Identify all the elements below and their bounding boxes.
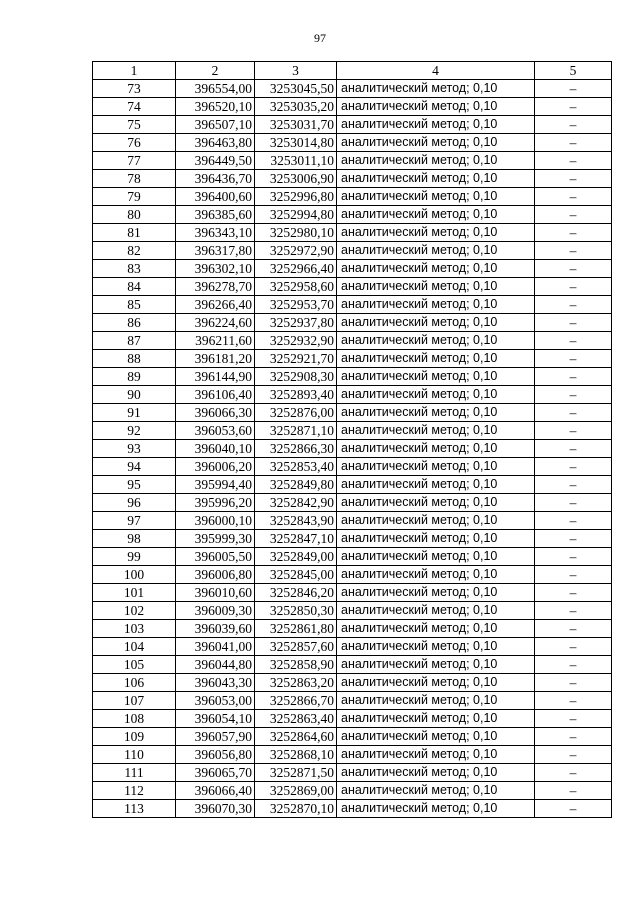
method-accuracy-cell: аналитический метод; 0,10 <box>337 692 535 710</box>
point-number-cell: 74 <box>93 98 176 116</box>
method-accuracy-cell: аналитический метод; 0,10 <box>337 242 535 260</box>
method-accuracy-cell: аналитический метод; 0,10 <box>337 584 535 602</box>
y-coordinate-cell: 3252849,00 <box>255 548 337 566</box>
method-accuracy-cell: аналитический метод; 0,10 <box>337 314 535 332</box>
note-cell: – <box>535 458 612 476</box>
header-row <box>93 62 612 80</box>
point-number-cell: 95 <box>93 476 176 494</box>
method-accuracy-cell: аналитический метод; 0,10 <box>337 530 535 548</box>
x-coordinate-cell: 396070,30 <box>176 800 255 818</box>
method-accuracy-cell: аналитический метод; 0,10 <box>337 368 535 386</box>
method-accuracy-cell: аналитический метод; 0,10 <box>337 98 535 116</box>
x-coordinate-cell: 396211,60 <box>176 332 255 350</box>
point-number-cell: 112 <box>93 782 176 800</box>
table-row <box>93 620 612 638</box>
coordinates-table <box>92 61 612 818</box>
method-accuracy-cell: аналитический метод; 0,10 <box>337 728 535 746</box>
method-accuracy-cell: аналитический метод; 0,10 <box>337 224 535 242</box>
table-row <box>93 584 612 602</box>
note-cell: – <box>535 638 612 656</box>
method-accuracy-cell: аналитический метод; 0,10 <box>337 188 535 206</box>
x-coordinate-cell: 396066,40 <box>176 782 255 800</box>
note-cell: – <box>535 440 612 458</box>
point-number-cell: 93 <box>93 440 176 458</box>
x-coordinate-cell: 396554,00 <box>176 80 255 98</box>
note-cell: – <box>535 566 612 584</box>
y-coordinate-cell: 3252866,70 <box>255 692 337 710</box>
y-coordinate-cell: 3252958,60 <box>255 278 337 296</box>
x-coordinate-cell: 396040,10 <box>176 440 255 458</box>
method-accuracy-cell: аналитический метод; 0,10 <box>337 278 535 296</box>
point-number-cell: 73 <box>93 80 176 98</box>
y-coordinate-cell: 3252869,00 <box>255 782 337 800</box>
table-row <box>93 458 612 476</box>
column-header: 2 <box>176 62 255 80</box>
y-coordinate-cell: 3252864,60 <box>255 728 337 746</box>
method-accuracy-cell: аналитический метод; 0,10 <box>337 80 535 98</box>
column-header: 3 <box>255 62 337 80</box>
table-row <box>93 224 612 242</box>
x-coordinate-cell: 396009,30 <box>176 602 255 620</box>
note-cell: – <box>535 242 612 260</box>
point-number-cell: 75 <box>93 116 176 134</box>
point-number-cell: 92 <box>93 422 176 440</box>
point-number-cell: 108 <box>93 710 176 728</box>
x-coordinate-cell: 396436,70 <box>176 170 255 188</box>
y-coordinate-cell: 3252849,80 <box>255 476 337 494</box>
point-number-cell: 91 <box>93 404 176 422</box>
table-row <box>93 350 612 368</box>
point-number-cell: 90 <box>93 386 176 404</box>
y-coordinate-cell: 3252994,80 <box>255 206 337 224</box>
note-cell: – <box>535 728 612 746</box>
y-coordinate-cell: 3253006,90 <box>255 170 337 188</box>
method-accuracy-cell: аналитический метод; 0,10 <box>337 620 535 638</box>
y-coordinate-cell: 3252980,10 <box>255 224 337 242</box>
x-coordinate-cell: 396041,00 <box>176 638 255 656</box>
note-cell: – <box>535 386 612 404</box>
method-accuracy-cell: аналитический метод; 0,10 <box>337 404 535 422</box>
x-coordinate-cell: 396106,40 <box>176 386 255 404</box>
note-cell: – <box>535 368 612 386</box>
y-coordinate-cell: 3252893,40 <box>255 386 337 404</box>
note-cell: – <box>535 170 612 188</box>
note-cell: – <box>535 134 612 152</box>
point-number-cell: 96 <box>93 494 176 512</box>
method-accuracy-cell: аналитический метод; 0,10 <box>337 170 535 188</box>
x-coordinate-cell: 396057,90 <box>176 728 255 746</box>
x-coordinate-cell: 396044,80 <box>176 656 255 674</box>
x-coordinate-cell: 396065,70 <box>176 764 255 782</box>
point-number-cell: 94 <box>93 458 176 476</box>
note-cell: – <box>535 530 612 548</box>
y-coordinate-cell: 3252843,90 <box>255 512 337 530</box>
method-accuracy-cell: аналитический метод; 0,10 <box>337 566 535 584</box>
x-coordinate-cell: 396043,30 <box>176 674 255 692</box>
x-coordinate-cell: 396266,40 <box>176 296 255 314</box>
note-cell: – <box>535 656 612 674</box>
y-coordinate-cell: 3252847,10 <box>255 530 337 548</box>
point-number-cell: 88 <box>93 350 176 368</box>
table-row <box>93 674 612 692</box>
x-coordinate-cell: 396507,10 <box>176 116 255 134</box>
table-row <box>93 566 612 584</box>
point-number-cell: 82 <box>93 242 176 260</box>
point-number-cell: 77 <box>93 152 176 170</box>
method-accuracy-cell: аналитический метод; 0,10 <box>337 494 535 512</box>
note-cell: – <box>535 422 612 440</box>
y-coordinate-cell: 3252850,30 <box>255 602 337 620</box>
note-cell: – <box>535 260 612 278</box>
y-coordinate-cell: 3252996,80 <box>255 188 337 206</box>
point-number-cell: 105 <box>93 656 176 674</box>
point-number-cell: 113 <box>93 800 176 818</box>
column-header: 5 <box>535 62 612 80</box>
table-row <box>93 170 612 188</box>
table-row <box>93 98 612 116</box>
table-row <box>93 206 612 224</box>
method-accuracy-cell: аналитический метод; 0,10 <box>337 746 535 764</box>
x-coordinate-cell: 396302,10 <box>176 260 255 278</box>
note-cell: – <box>535 116 612 134</box>
method-accuracy-cell: аналитический метод; 0,10 <box>337 386 535 404</box>
point-number-cell: 86 <box>93 314 176 332</box>
x-coordinate-cell: 396278,70 <box>176 278 255 296</box>
note-cell: – <box>535 800 612 818</box>
x-coordinate-cell: 396400,60 <box>176 188 255 206</box>
x-coordinate-cell: 396056,80 <box>176 746 255 764</box>
y-coordinate-cell: 3253035,20 <box>255 98 337 116</box>
y-coordinate-cell: 3252871,50 <box>255 764 337 782</box>
x-coordinate-cell: 396010,60 <box>176 584 255 602</box>
table-row <box>93 494 612 512</box>
x-coordinate-cell: 395999,30 <box>176 530 255 548</box>
note-cell: – <box>535 332 612 350</box>
y-coordinate-cell: 3252937,80 <box>255 314 337 332</box>
point-number-cell: 81 <box>93 224 176 242</box>
table-row <box>93 152 612 170</box>
method-accuracy-cell: аналитический метод; 0,10 <box>337 152 535 170</box>
table-row <box>93 476 612 494</box>
point-number-cell: 80 <box>93 206 176 224</box>
note-cell: – <box>535 602 612 620</box>
y-coordinate-cell: 3252857,60 <box>255 638 337 656</box>
method-accuracy-cell: аналитический метод; 0,10 <box>337 800 535 818</box>
table-row <box>93 656 612 674</box>
table-row <box>93 314 612 332</box>
table-row <box>93 242 612 260</box>
method-accuracy-cell: аналитический метод; 0,10 <box>337 764 535 782</box>
x-coordinate-cell: 396006,80 <box>176 566 255 584</box>
column-header: 4 <box>337 62 535 80</box>
table-body <box>93 80 612 818</box>
point-number-cell: 85 <box>93 296 176 314</box>
table-row <box>93 404 612 422</box>
y-coordinate-cell: 3253045,50 <box>255 80 337 98</box>
table-row <box>93 260 612 278</box>
table-row <box>93 332 612 350</box>
y-coordinate-cell: 3252858,90 <box>255 656 337 674</box>
table-row <box>93 710 612 728</box>
method-accuracy-cell: аналитический метод; 0,10 <box>337 602 535 620</box>
x-coordinate-cell: 396066,30 <box>176 404 255 422</box>
note-cell: – <box>535 548 612 566</box>
method-accuracy-cell: аналитический метод; 0,10 <box>337 548 535 566</box>
y-coordinate-cell: 3252846,20 <box>255 584 337 602</box>
point-number-cell: 101 <box>93 584 176 602</box>
note-cell: – <box>535 674 612 692</box>
note-cell: – <box>535 782 612 800</box>
point-number-cell: 76 <box>93 134 176 152</box>
method-accuracy-cell: аналитический метод; 0,10 <box>337 656 535 674</box>
note-cell: – <box>535 584 612 602</box>
table-row <box>93 80 612 98</box>
method-accuracy-cell: аналитический метод; 0,10 <box>337 782 535 800</box>
method-accuracy-cell: аналитический метод; 0,10 <box>337 350 535 368</box>
x-coordinate-cell: 396224,60 <box>176 314 255 332</box>
x-coordinate-cell: 396343,10 <box>176 224 255 242</box>
point-number-cell: 84 <box>93 278 176 296</box>
x-coordinate-cell: 396181,20 <box>176 350 255 368</box>
method-accuracy-cell: аналитический метод; 0,10 <box>337 296 535 314</box>
note-cell: – <box>535 692 612 710</box>
point-number-cell: 106 <box>93 674 176 692</box>
point-number-cell: 100 <box>93 566 176 584</box>
note-cell: – <box>535 152 612 170</box>
table-row <box>93 134 612 152</box>
method-accuracy-cell: аналитический метод; 0,10 <box>337 674 535 692</box>
y-coordinate-cell: 3252876,00 <box>255 404 337 422</box>
note-cell: – <box>535 620 612 638</box>
table-row <box>93 386 612 404</box>
table-row <box>93 512 612 530</box>
x-coordinate-cell: 396520,10 <box>176 98 255 116</box>
note-cell: – <box>535 296 612 314</box>
y-coordinate-cell: 3252921,70 <box>255 350 337 368</box>
point-number-cell: 107 <box>93 692 176 710</box>
table-row <box>93 800 612 818</box>
y-coordinate-cell: 3252868,10 <box>255 746 337 764</box>
y-coordinate-cell: 3252861,80 <box>255 620 337 638</box>
note-cell: – <box>535 710 612 728</box>
method-accuracy-cell: аналитический метод; 0,10 <box>337 134 535 152</box>
method-accuracy-cell: аналитический метод; 0,10 <box>337 458 535 476</box>
x-coordinate-cell: 396385,60 <box>176 206 255 224</box>
y-coordinate-cell: 3252953,70 <box>255 296 337 314</box>
x-coordinate-cell: 396053,00 <box>176 692 255 710</box>
x-coordinate-cell: 396317,80 <box>176 242 255 260</box>
note-cell: – <box>535 224 612 242</box>
note-cell: – <box>535 350 612 368</box>
point-number-cell: 99 <box>93 548 176 566</box>
point-number-cell: 83 <box>93 260 176 278</box>
method-accuracy-cell: аналитический метод; 0,10 <box>337 260 535 278</box>
y-coordinate-cell: 3252853,40 <box>255 458 337 476</box>
table-row <box>93 368 612 386</box>
point-number-cell: 103 <box>93 620 176 638</box>
y-coordinate-cell: 3253014,80 <box>255 134 337 152</box>
x-coordinate-cell: 396144,90 <box>176 368 255 386</box>
point-number-cell: 79 <box>93 188 176 206</box>
table-row <box>93 728 612 746</box>
method-accuracy-cell: аналитический метод; 0,10 <box>337 332 535 350</box>
point-number-cell: 98 <box>93 530 176 548</box>
y-coordinate-cell: 3252932,90 <box>255 332 337 350</box>
table-row <box>93 278 612 296</box>
table-row <box>93 746 612 764</box>
note-cell: – <box>535 278 612 296</box>
y-coordinate-cell: 3252845,00 <box>255 566 337 584</box>
note-cell: – <box>535 476 612 494</box>
method-accuracy-cell: аналитический метод; 0,10 <box>337 422 535 440</box>
y-coordinate-cell: 3252908,30 <box>255 368 337 386</box>
note-cell: – <box>535 80 612 98</box>
y-coordinate-cell: 3252871,10 <box>255 422 337 440</box>
x-coordinate-cell: 396449,50 <box>176 152 255 170</box>
method-accuracy-cell: аналитический метод; 0,10 <box>337 638 535 656</box>
column-header: 1 <box>93 62 176 80</box>
point-number-cell: 89 <box>93 368 176 386</box>
point-number-cell: 87 <box>93 332 176 350</box>
x-coordinate-cell: 396000,10 <box>176 512 255 530</box>
note-cell: – <box>535 404 612 422</box>
table-row <box>93 188 612 206</box>
note-cell: – <box>535 98 612 116</box>
point-number-cell: 104 <box>93 638 176 656</box>
table-row <box>93 548 612 566</box>
point-number-cell: 97 <box>93 512 176 530</box>
note-cell: – <box>535 764 612 782</box>
table-row <box>93 638 612 656</box>
point-number-cell: 109 <box>93 728 176 746</box>
x-coordinate-cell: 396005,50 <box>176 548 255 566</box>
point-number-cell: 78 <box>93 170 176 188</box>
x-coordinate-cell: 396006,20 <box>176 458 255 476</box>
x-coordinate-cell: 396039,60 <box>176 620 255 638</box>
method-accuracy-cell: аналитический метод; 0,10 <box>337 440 535 458</box>
method-accuracy-cell: аналитический метод; 0,10 <box>337 116 535 134</box>
method-accuracy-cell: аналитический метод; 0,10 <box>337 476 535 494</box>
y-coordinate-cell: 3252870,10 <box>255 800 337 818</box>
y-coordinate-cell: 3252863,40 <box>255 710 337 728</box>
x-coordinate-cell: 395994,40 <box>176 476 255 494</box>
note-cell: – <box>535 512 612 530</box>
y-coordinate-cell: 3252972,90 <box>255 242 337 260</box>
table-row <box>93 692 612 710</box>
table-row <box>93 602 612 620</box>
method-accuracy-cell: аналитический метод; 0,10 <box>337 512 535 530</box>
y-coordinate-cell: 3253011,10 <box>255 152 337 170</box>
y-coordinate-cell: 3253031,70 <box>255 116 337 134</box>
method-accuracy-cell: аналитический метод; 0,10 <box>337 710 535 728</box>
table-row <box>93 422 612 440</box>
x-coordinate-cell: 396463,80 <box>176 134 255 152</box>
y-coordinate-cell: 3252866,30 <box>255 440 337 458</box>
point-number-cell: 102 <box>93 602 176 620</box>
note-cell: – <box>535 746 612 764</box>
method-accuracy-cell: аналитический метод; 0,10 <box>337 206 535 224</box>
y-coordinate-cell: 3252863,20 <box>255 674 337 692</box>
table-row <box>93 530 612 548</box>
table-row <box>93 764 612 782</box>
y-coordinate-cell: 3252842,90 <box>255 494 337 512</box>
note-cell: – <box>535 188 612 206</box>
table-row <box>93 116 612 134</box>
note-cell: – <box>535 206 612 224</box>
page-number: 97 <box>314 31 326 45</box>
point-number-cell: 111 <box>93 764 176 782</box>
note-cell: – <box>535 494 612 512</box>
table-row <box>93 296 612 314</box>
point-number-cell: 110 <box>93 746 176 764</box>
table-row <box>93 440 612 458</box>
x-coordinate-cell: 395996,20 <box>176 494 255 512</box>
table-row <box>93 782 612 800</box>
x-coordinate-cell: 396054,10 <box>176 710 255 728</box>
x-coordinate-cell: 396053,60 <box>176 422 255 440</box>
y-coordinate-cell: 3252966,40 <box>255 260 337 278</box>
note-cell: – <box>535 314 612 332</box>
